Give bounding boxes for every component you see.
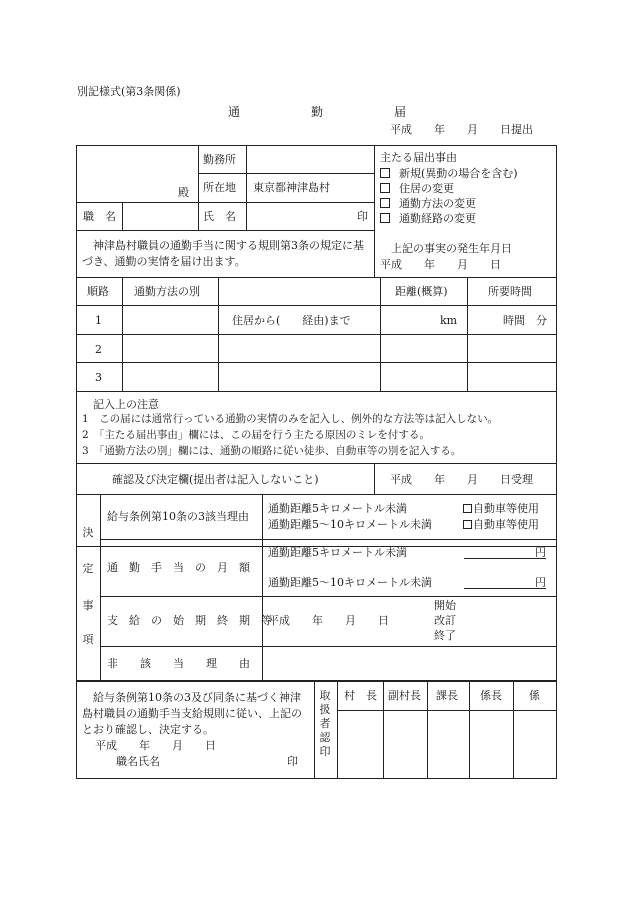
title-char: 通 bbox=[228, 105, 241, 119]
route-description: 住居から( 経由)まで bbox=[232, 314, 351, 327]
row2-line2: 通勤距離5〜10キロメートル未満 bbox=[268, 576, 432, 589]
yen-amount-field[interactable]: 円 bbox=[464, 577, 546, 589]
checkbox-icon bbox=[380, 168, 390, 178]
handler-label-char: 取 bbox=[319, 689, 331, 702]
form-reference: 別記様式(第3条関係) bbox=[77, 85, 181, 98]
side-label-char: 項 bbox=[82, 633, 94, 646]
reason-option-route[interactable]: 通勤経路の変更 bbox=[380, 213, 476, 224]
handler-label-char: 扱 bbox=[319, 703, 331, 716]
side-label-char: 決 bbox=[82, 526, 94, 539]
title-char: 勤 bbox=[311, 105, 324, 119]
approval-statement: 給与条例第10条の3及び同条に基づく神津島村職員の通勤手当支給規則に従い、上記のとおり確認し、決定する。 bbox=[82, 691, 302, 736]
row3-option: 開始 bbox=[434, 599, 456, 612]
km-unit: km bbox=[440, 314, 458, 327]
note-item: 3 「通勤方法の別」欄には、通勤の順路に従い徒歩、自動車等の別を記入する。 bbox=[82, 445, 462, 457]
side-label-char: 事 bbox=[82, 599, 94, 612]
row1-line1: 通勤距離5キロメートル未満 bbox=[268, 502, 407, 515]
checkbox-icon bbox=[380, 198, 390, 208]
addressee-suffix: 殿 bbox=[178, 186, 189, 199]
position-label: 職 名 bbox=[83, 210, 116, 223]
route-row-number: 1 bbox=[95, 314, 102, 327]
row1-label: 給与条例第10条の3該当理由 bbox=[107, 510, 249, 523]
time-units: 時間 分 bbox=[503, 314, 547, 327]
approval-seal: 印 bbox=[287, 755, 298, 768]
route-time-header: 所要時間 bbox=[488, 285, 532, 298]
route-order-header: 順路 bbox=[87, 285, 109, 298]
official-name-label: 職名氏名 bbox=[116, 755, 160, 768]
address-value: 東京都神津島村 bbox=[253, 181, 330, 194]
occurrence-date: 平成 年 月 日 bbox=[380, 258, 501, 271]
role-deputy-mayor: 副村長 bbox=[388, 689, 421, 702]
address-label: 所在地 bbox=[203, 181, 236, 194]
name-label: 氏 名 bbox=[203, 210, 236, 223]
note-item: 2 「主たる届出事由」欄には、この届を行う主たる原因のミレを付する。 bbox=[82, 429, 430, 441]
row3-option: 終了 bbox=[434, 629, 456, 642]
applicant-seal: 印 bbox=[357, 210, 368, 223]
submission-date: 平成 年 月 日提出 bbox=[390, 123, 533, 136]
route-row-number: 2 bbox=[95, 343, 102, 356]
office-label: 勤務所 bbox=[203, 153, 236, 166]
role-unit-chief: 係長 bbox=[480, 689, 502, 702]
side-label-char: 定 bbox=[82, 562, 94, 575]
checkbox-icon bbox=[463, 504, 472, 513]
handler-label-char: 認 bbox=[319, 731, 331, 744]
received-date: 平成 年 月 日受理 bbox=[390, 473, 533, 486]
declaration-text: 神津島村職員の通勤手当に関する規則第3条の規定に基づき、通勤の実情を届け出ます。 bbox=[82, 239, 364, 268]
role-section-chief: 課長 bbox=[436, 689, 458, 702]
handler-label-char: 者 bbox=[319, 717, 331, 730]
route-method-header: 通勤方法の別 bbox=[134, 285, 200, 298]
row3-date: 平成 年 月 日 bbox=[268, 614, 389, 627]
reason-option-residence[interactable]: 住居の変更 bbox=[380, 183, 454, 194]
row3-label: 支 給 の 始 期 終 期 等 bbox=[107, 614, 272, 627]
reason-option-method[interactable]: 通勤方法の変更 bbox=[380, 198, 476, 209]
car-use-checkbox[interactable]: 自動車等使用 bbox=[463, 503, 539, 514]
checkbox-icon bbox=[380, 183, 390, 193]
checkbox-icon bbox=[463, 520, 472, 529]
car-use-checkbox[interactable]: 自動車等使用 bbox=[463, 519, 539, 530]
occurrence-label: 上記の事実の発生年月日 bbox=[391, 242, 512, 255]
reason-option-new[interactable]: 新規(異動の場合を含む) bbox=[380, 168, 518, 179]
row3-option: 改訂 bbox=[434, 614, 456, 627]
route-row-number: 3 bbox=[95, 371, 102, 384]
row2-label: 通 勤 手 当 の 月 額 bbox=[107, 561, 250, 574]
title-char: 届 bbox=[394, 105, 407, 119]
handler-label-char: 印 bbox=[319, 745, 331, 758]
reasons-heading: 主たる届出事由 bbox=[380, 151, 457, 164]
decision-banner-label: 確認及び決定欄(提出者は記入しないこと) bbox=[112, 473, 319, 486]
row1-line2: 通勤距離5〜10キロメートル未満 bbox=[268, 518, 432, 531]
form-upper-box bbox=[76, 145, 557, 547]
route-distance-header: 距離(概算) bbox=[395, 285, 448, 298]
yen-amount-field[interactable]: 円 bbox=[464, 547, 546, 559]
row4-label: 非 該 当 理 由 bbox=[107, 657, 250, 670]
note-item: 1 この届には通常行っている通勤の実情のみを記入し、例外的な方法等は記入しない。 bbox=[82, 413, 499, 425]
checkbox-icon bbox=[380, 213, 390, 223]
role-mayor: 村 長 bbox=[344, 689, 377, 702]
approval-date: 平成 年 月 日 bbox=[95, 739, 216, 752]
role-staff: 係 bbox=[529, 689, 540, 702]
notes-heading: 記入上の注意 bbox=[93, 398, 159, 411]
row2-line1: 通勤距離5キロメートル未満 bbox=[268, 546, 407, 559]
